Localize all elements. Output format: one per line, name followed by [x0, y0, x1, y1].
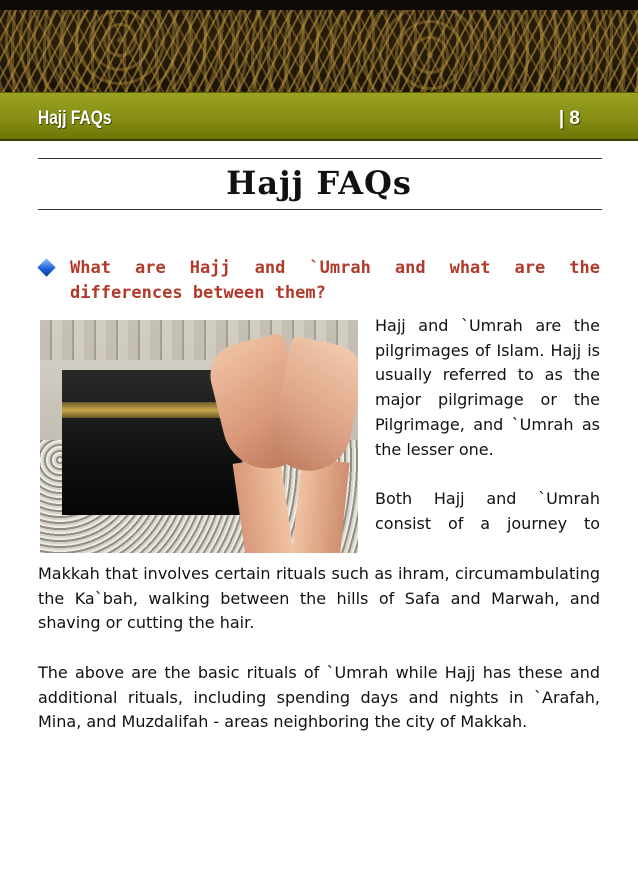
answer-paragraph-1: Hajj and `Umrah are the pilgrimages of Islam. Hajj is usually referred to as the major pilgrimage or the Pilgrimage, and `Umrah as the lesser one.: [375, 316, 600, 459]
answer-paragraph-2-start: Both Hajj and `Umrah consist of a journey to: [375, 488, 600, 533]
page-title: Hajj FAQs: [226, 164, 412, 202]
answer-paragraph-2-continued: Makkah that involves certain rituals such as ihram, circumambulating the Ka`bah, walking between the hills of Safa and Marwah, and shaving or cutting the hair.: [38, 564, 600, 633]
answer-paragraph-3: The above are the basic rituals of `Umrah while Hajj has these and additional rituals, including spending days and nights in `Arafah, Mina, and Muzdalifah - areas neighboring the city of Makkah.: [38, 663, 600, 732]
header-banner-edge: [0, 0, 638, 10]
hajj-photo: [40, 320, 358, 553]
title-rule-top: [38, 158, 602, 159]
header-band-title: Hajj FAQs: [38, 108, 112, 129]
title-rule-bottom: [38, 209, 602, 210]
faq-question: What are Hajj and `Umrah and what are the differences between them?: [70, 258, 600, 303]
page-number: | 8: [558, 108, 580, 129]
header-banner-calligraphy: [0, 0, 638, 92]
answer-side-column: [375, 314, 600, 536]
photo-kaaba-band: [62, 402, 242, 418]
diamond-bullet-icon: [37, 258, 55, 276]
